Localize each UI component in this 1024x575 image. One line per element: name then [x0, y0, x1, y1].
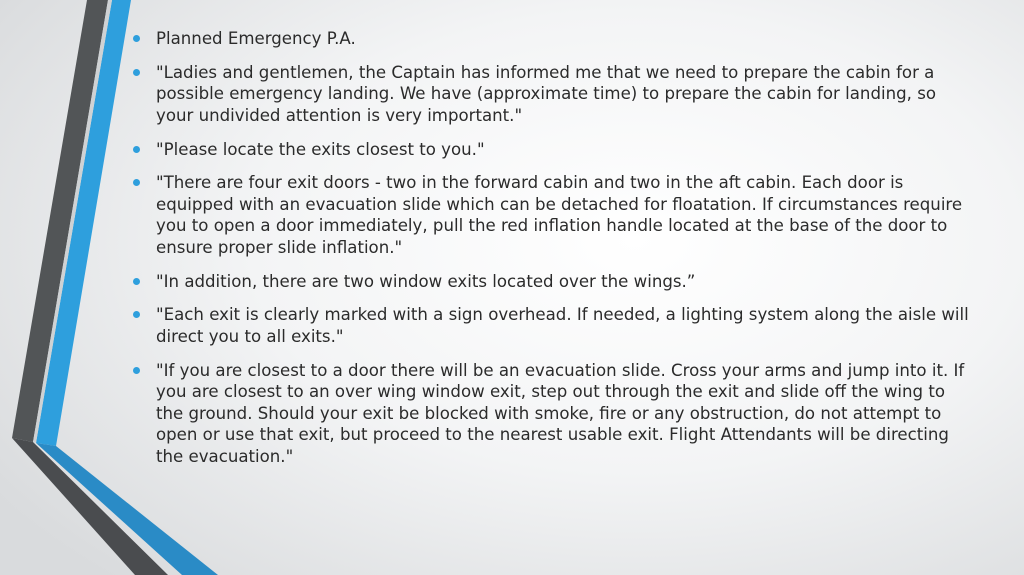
bullet-dot-icon — [133, 278, 140, 285]
bullet-item — [130, 28, 970, 50]
bullet-item — [130, 360, 970, 468]
bullet-text: "Ladies and gentlemen, the Captain has informed me that we need to prepare the cabin for a possible emergency landing. We have (approximate time) to prepare the cabin for landing, so your undivided attention is very important." — [156, 62, 936, 125]
bullet-text: Planned Emergency P.A. — [156, 29, 356, 48]
bullet-item — [130, 62, 970, 127]
bullet-content — [130, 28, 970, 480]
bullet-text: "In addition, there are two window exits located over the wings.” — [156, 271, 696, 291]
bullet-item — [130, 304, 970, 347]
bullet-dot-icon — [133, 146, 140, 153]
bullet-text: "If you are closest to a door there will be an evacuation slide. Cross your arms and jump into it. If you are closest to an over wing window exit, step out through the exit and slide off the wing to the ground. Should your exit be blocked with smoke, fire or any obstruction, do not attempt to open or use that exit, but proceed to the nearest usable exit. Flight Attendants will be directing the evacuation." — [156, 360, 965, 466]
bullet-text: "Each exit is clearly marked with a sign overhead. If needed, a lighting system along the aisle will direct you to all exits." — [156, 305, 969, 346]
bullet-dot-icon — [133, 179, 140, 186]
bullet-item — [130, 271, 970, 293]
bullet-text: "Please locate the exits closest to you." — [156, 139, 485, 159]
bullet-list — [130, 28, 970, 467]
bullet-dot-icon — [133, 311, 140, 318]
bullet-item — [130, 139, 970, 161]
bullet-dot-icon — [133, 69, 140, 76]
bullet-dot-icon — [133, 35, 140, 42]
bullet-item — [130, 172, 970, 258]
light-stripe-edge — [33, 0, 112, 443]
bullet-text: "There are four exit doors - two in the forward cabin and two in the aft cabin. Each door is equipped with an evacuation slide which can be detached for floatation. If circumstances require you to open a door immediately, pull the red inflation handle located at the base of the door to ensure proper slide inflation." — [156, 173, 963, 257]
bullet-dot-icon — [133, 367, 140, 374]
